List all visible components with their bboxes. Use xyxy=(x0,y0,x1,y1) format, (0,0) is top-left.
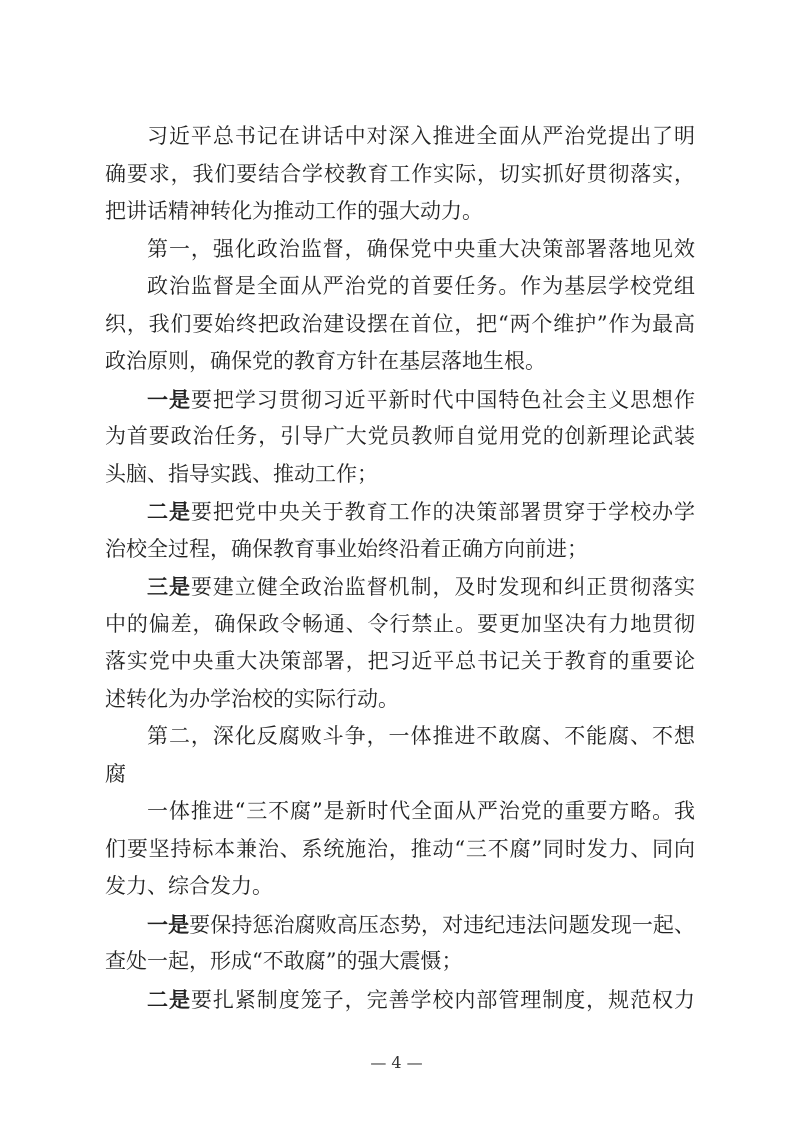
document-body xyxy=(105,118,695,1018)
text-line xyxy=(105,306,695,344)
line-text: 要保持惩治腐败高压态势，对违纪违法问题发现一起、 xyxy=(189,912,696,937)
text-line xyxy=(105,831,695,869)
line-text: 织，我们要始终把政治建设摆在首位，把“两个维护”作为最高 xyxy=(105,311,695,336)
line-text: 头脑、指导实践、推动工作； xyxy=(105,461,378,486)
text-line xyxy=(105,193,695,231)
text-line xyxy=(105,906,695,944)
line-text: 要把党中央关于教育工作的决策部署贯穿于学校办学 xyxy=(190,500,696,524)
line-text: 第二，深化反腐败斗争，一体推进不敢腐、不能腐、不想 xyxy=(147,724,695,748)
text-line xyxy=(105,418,695,456)
text-line xyxy=(105,118,695,156)
text-line xyxy=(105,981,695,1019)
line-text: 第一，强化政治监督，确保党中央重大决策部署落地见效 xyxy=(147,236,695,261)
line-text: 落实党中央重大决策部署，把习近平总书记关于教育的重要论 xyxy=(105,649,695,673)
text-line xyxy=(105,606,695,644)
line-text: 治校全过程，确保教育事业始终沿着正确方向前进； xyxy=(105,536,588,561)
text-line xyxy=(105,156,695,194)
line-text: 查处一起，形成“不敢腐”的强大震慑； xyxy=(105,949,463,973)
line-text: 习近平总书记在讲话中对深入推进全面从严治党提出了明 xyxy=(147,124,695,148)
line-text: 政治监督是全面从严治党的首要任务。作为基层学校党组 xyxy=(147,274,695,298)
line-text: 腐 xyxy=(105,761,126,786)
bold-lead: 三是 xyxy=(147,574,191,599)
text-line xyxy=(105,381,695,419)
text-line xyxy=(105,268,695,306)
line-text: 中的偏差，确保政令畅通、令行禁止。要更加坚决有力地贯彻 xyxy=(105,611,695,636)
text-line xyxy=(105,531,695,569)
bold-lead: 一是 xyxy=(147,911,190,937)
line-text: 要建立健全政治监督机制，及时发现和纠正贯彻落实 xyxy=(190,575,696,599)
bold-lead: 二是 xyxy=(147,499,191,524)
text-line xyxy=(105,793,695,831)
text-line xyxy=(105,681,695,719)
line-text: 发力、综合发力。 xyxy=(105,874,273,898)
text-line xyxy=(105,643,695,681)
bold-lead: 二是 xyxy=(147,986,191,1012)
line-text: 要扎紧制度笼子，完善学校内部管理制度，规范权力 xyxy=(190,987,696,1012)
text-line xyxy=(105,493,695,531)
text-line xyxy=(105,718,695,756)
text-line xyxy=(105,568,695,606)
line-text: 确要求，我们要结合学校教育工作实际，切实抓好贯彻落实， xyxy=(105,161,695,186)
text-line xyxy=(105,943,695,981)
line-text: 述转化为办学治校的实际行动。 xyxy=(105,686,399,711)
text-line xyxy=(105,231,695,269)
bold-lead: 一是 xyxy=(147,386,191,412)
line-text: 为首要政治任务，引导广大党员教师自觉用党的创新理论武装 xyxy=(105,424,695,448)
text-line xyxy=(105,868,695,906)
line-text: 要把学习贯彻习近平新时代中国特色社会主义思想作 xyxy=(190,387,696,412)
page-number: — 4 — xyxy=(370,1053,423,1072)
line-text: 政治原则，确保党的教育方针在基层落地生根。 xyxy=(105,349,546,373)
text-line xyxy=(105,343,695,381)
line-text: 把讲话精神转化为推动工作的强大动力。 xyxy=(105,199,483,223)
line-text: 们要坚持标本兼治、系统施治，推动“三不腐”同时发力、同向 xyxy=(105,836,695,861)
text-line xyxy=(105,756,695,794)
line-text: 一体推进“三不腐”是新时代全面从严治党的重要方略。我 xyxy=(147,799,695,823)
text-line xyxy=(105,456,695,494)
